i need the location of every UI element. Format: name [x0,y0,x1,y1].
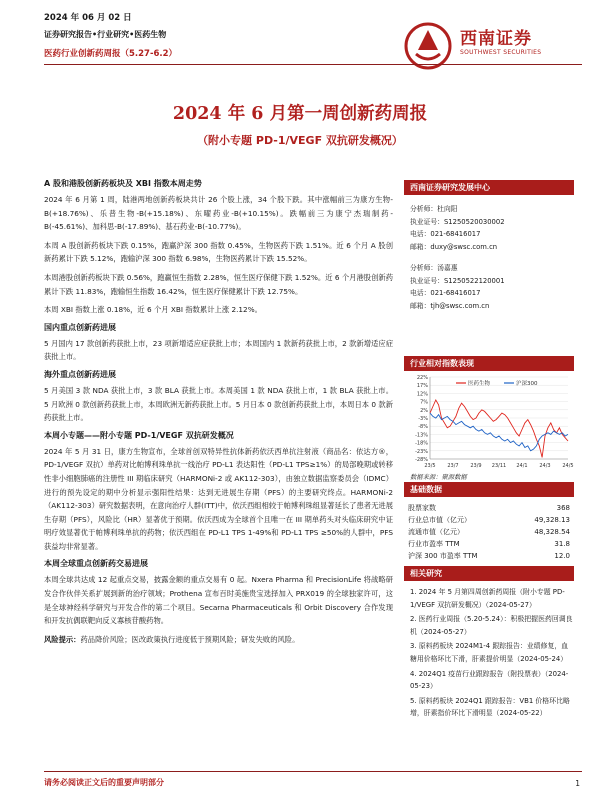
analyst-name: 分析师：汤嘉惠 [410,263,458,272]
series-line-1 [430,400,568,457]
risk-label: 风险提示： [44,634,81,644]
analyst-license: 执业证号：S1250520030002 [410,217,505,226]
x-tick-label: 23/9 [470,463,482,469]
related-item[interactable]: 4. 2024Q1 疫苗行业跟踪报告（附投票表）（2024-05-23） [410,669,569,691]
stats-title: 基础数据 [404,482,574,497]
paragraph: 2024 年 5 月 31 日，康方生物宣布，全球首创双特异性抗体新药依沃西单抗注射液（商品名：依达方®，PD-1/VEGF 双抗）单药对比帕博利珠单抗一线治疗 PD-L1 表达阳性（PD-L1 TPS≥1%）的局部晚期或转移性非小细胞肺癌的注册性 III 期临床研究（HARMONi-2 或 AK112-303），由独立数据监察委员会（IDMC）进行的预先设定的期中分析显示强阳性结果：达到无进展生存期（PFS）的主要研究终点。HARMONi-2（AK112-303）研究数据表明，在意向治疗人群(ITT)中，依沃西组相较于帕博利珠组显著延长了患者无进展生存期（PFS），风险比（HR）显著优于预期。依沃西成为全球首个且唯一在 III 期单药头对头临床研究中证明疗效显著优于帕博利珠单抗的药物；依沃西组在 PD-L1 TPS 1-49%和 PD-L1 TPS ≥50%的人群中，PFS 获益均非常显著。 [44,446,393,551]
x-tick-label: 24/3 [539,463,551,469]
y-tick-label: 7% [420,399,428,406]
main-column [44,178,393,651]
footer-divider [44,771,582,772]
legend-label: 沪深300 [516,381,538,387]
x-tick-label: 23/7 [447,463,459,469]
legend-label: 医药生物 [468,381,491,387]
x-tick-label: 23/11 [491,463,507,469]
paragraph: 本周港股创新药板块下跌 0.56%，跑赢恒生指数 2.28%，恒生医疗保健下跌 1.52%。近 6 个月港股创新药累计下跌 11.83%，跑输恒生指数 16.42%，恒生医疗保健累计下跌 12.75%。 [44,272,393,296]
related-item[interactable]: 5. 原料药板块 2024Q1 跟踪报告：VB1 价格环比略增，肝素指价环比下滑明显（2024-05-22） [410,696,570,718]
relative-index-chart [404,373,574,471]
y-tick-label: -3% [418,416,428,422]
y-tick-label: -28% [415,457,428,463]
chart-panel [404,356,574,481]
risk-text: 药品降价风险；医改政策执行进度低于预期风险；研发失败的风险。 [80,634,300,644]
y-tick-label: -23% [415,448,428,455]
main-title: 2024 年 6 月第一周创新药周报 [172,104,428,124]
logo-text-cn: 西南证券 [460,29,532,49]
paragraph: 本周 A 股创新药板块下跌 0.15%，跑赢沪深 300 指数 0.45%，生物医药下跌 1.51%。近 6 个月 A 股创新药累计下跌 5.12%，跑输沪深 300 指数 6.98%，生物医药累计下跌 15.52%。 [44,240,393,264]
sub-title: （附小专题 PD-1/VEGF 双抗研发概况） [197,134,403,147]
team-title: 西南证券研究发展中心 [404,180,574,195]
y-tick-label: -13% [415,432,428,439]
paragraph: 5 月美国 3 款 NDA 获批上市，3 款 BLA 获批上市。本周美国 1 款 NDA 获批上市，1 款 BLA 获批上市。5 月欧洲 0 款创新药获批上市，本周欧洲无新药获批上市。5 月日本 0 款创新药获批上市，本周日本 0 款新药获批上市。 [44,385,393,423]
stat-value: 368 [556,504,570,512]
header-divider [44,64,582,65]
section-title: 国内重点创新药进展 [44,322,116,332]
paragraph: 2024 年 6 月第 1 周，陆港两地创新药板块共计 26 个股上涨，34 个股下跌。其中涨幅前三为康方生物-B(+18.76%)、乐普生物-B(+15.18%)、东曜药业-B(+10.15%)。跌幅前三为康宁杰瑞制药-B(-45.61%)、加科思-B(-17.89%)、基石药业-B(-10.77%)。 [44,195,393,232]
analyst-email[interactable]: 邮箱：tjh@swsc.com.cn [410,301,490,310]
paragraph: 本周 XBI 指数上涨 0.18%，近 6 个月 XBI 指数累计上涨 2.12%。 [44,305,262,315]
section-title: 海外重点创新药进展 [44,369,116,379]
stat-row [404,502,574,514]
stat-value: 49,328.13 [534,516,570,524]
stat-label: 沪深 300 市盈率 TTM [408,552,478,560]
stat-value: 12.0 [554,552,570,560]
y-tick-label: 2% [420,407,428,414]
stat-row [404,526,574,538]
report-series: 证券研究报告•行业研究•医药生物 [44,30,167,39]
section-title: A 股和港股创新药板块及 XBI 指数本周走势 [44,179,202,188]
stat-label: 行业市盈率 TTM [408,540,460,548]
related-item[interactable]: 2. 医药行业周报（5.20-5.24）：积极把握医药回调良机（2024-05-27） [410,615,573,636]
stat-row [404,538,574,550]
stat-row [404,550,574,562]
footer-disclaimer: 请务必阅读正文后的重要声明部分 [44,778,164,787]
analyst-license: 执业证号：S1250522120001 [410,276,505,285]
series-line-2 [430,413,568,451]
y-tick-label: 12% [416,391,428,398]
stat-value: 31.8 [554,540,570,548]
x-tick-label: 24/1 [516,463,528,469]
section-title: 本周全球重点创新药交易进展 [44,559,148,569]
chart-title: 行业相对指数表现 [404,356,574,371]
y-tick-label: 17% [416,383,428,390]
related-title: 相关研究 [404,566,574,581]
page-number: 1 [575,779,580,788]
related-item[interactable]: 1. 2024 年 5 月第四周创新药周报（附小专题 PD-1/VEGF 双抗研发概况）（2024-05-27） [410,588,565,609]
x-tick-label: 24/5 [562,463,574,469]
stats-panel [404,482,574,562]
stat-label: 股票家数 [408,504,436,512]
y-tick-label: 22% [416,375,428,381]
stat-label: 行业总市值（亿元） [408,516,471,524]
section-title: 本周小专题——附小专题 PD-1/VEGF 双抗研发概况 [44,430,234,440]
analyst-email[interactable]: 邮箱：duxy@swsc.com.cn [410,243,498,252]
company-logo [400,20,570,80]
stat-row [404,514,574,526]
related-item[interactable]: 3. 原料药板块 2024M1-4 跟踪报告：业绩修复，血糖用价格环比下滑，肝素提价明显（2024-05-24） [410,642,569,663]
analyst-phone: 电话：021-68416017 [410,289,481,298]
sidebar [404,180,574,313]
logo-text-en: SOUTHWEST SECURITIES [460,49,542,56]
risk-warning [44,633,393,647]
x-tick-label: 23/5 [424,463,436,469]
analyst-phone: 电话：021-68416017 [410,230,481,239]
analyst-name: 分析师：杜向阳 [410,205,458,213]
report-header-title: 医药行业创新药周报（5.27-6.2） [44,49,178,59]
stat-value: 48,328.54 [534,528,570,536]
paragraph: 本周全球共达成 12 起重点交易，披露金额的重点交易有 0 起。Nxera Pharma 和 PrecisionLife 将战略研发合作伙伴关系扩展到新的治疗领域；Prothena 宣布百时美施贵宝选择加入 PRX019 的全球独家许可，这是全球神经科学研究与开发合作的第二个项目。Secarna Pharmaceuticals 和 Orbit Discovery 合作发现和开发抗偶联靶向反义寡核苷酸药物。 [44,575,393,626]
stat-label: 流通市值（亿元） [408,528,464,536]
paragraph: 5 月国内 17 款创新药获批上市，23 项新增适应症获批上市；本周国内 1 款新药获批上市，2 款新增适应症获批上市。 [44,338,393,362]
chart-source: 数据来源：聚源数据 [410,474,467,481]
y-tick-label: -18% [415,440,428,447]
related-panel [404,566,574,722]
report-date: 2024 年 06 月 02 日 [44,13,132,23]
y-tick-label: -8% [418,424,428,431]
